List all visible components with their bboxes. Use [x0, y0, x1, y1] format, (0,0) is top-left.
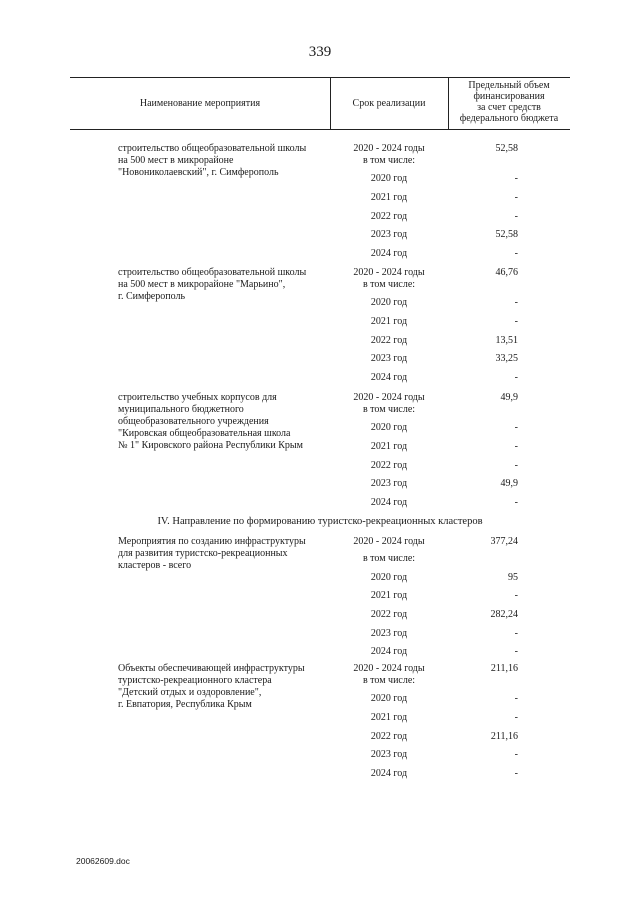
funding-value-cell: - — [514, 422, 518, 433]
funding-value-cell: 33,25 — [495, 353, 518, 364]
period-cell: 2020 год — [370, 693, 408, 704]
funding-value-cell: 211,16 — [490, 731, 518, 742]
measure-name-line: кластеров - всего — [118, 560, 192, 571]
page-number: 339 — [308, 44, 332, 60]
funding-value-cell: - — [514, 590, 518, 601]
period-cell: 2023 год — [370, 478, 408, 489]
period-cell: 2021 год — [370, 712, 408, 723]
header-funding-column — [448, 80, 570, 124]
section-heading: IV. Направление по формированию туристско-рекреационных кластеров — [157, 516, 483, 527]
funding-value-cell: - — [514, 749, 518, 760]
funding-value-cell: - — [514, 768, 518, 779]
funding-value-cell: - — [514, 628, 518, 639]
period-cell: 2021 год — [370, 441, 408, 452]
period-cell: 2022 год — [370, 460, 408, 471]
measure-name-line: г. Симферополь — [118, 291, 186, 302]
period-cell: 2022 год — [370, 335, 408, 346]
period-cell: 2024 год — [370, 646, 408, 657]
period-cell: 2024 год — [370, 497, 408, 508]
period-cell: 2020 - 2024 годы — [353, 392, 425, 403]
period-cell: 2020 год — [370, 297, 408, 308]
period-cell: 2023 год — [370, 353, 408, 364]
period-cell: 2023 год — [370, 628, 408, 639]
funding-value-cell: 282,24 — [490, 609, 518, 620]
period-cell: в том числе: — [362, 404, 416, 415]
funding-value-cell: - — [514, 211, 518, 222]
period-cell: 2022 год — [370, 609, 408, 620]
funding-value-cell: 49,9 — [500, 392, 518, 403]
period-cell: 2020 - 2024 годы — [353, 536, 425, 547]
period-cell: 2020 год — [370, 422, 408, 433]
header-funding-line: Предельный объем — [468, 80, 550, 91]
funding-value-cell: - — [514, 372, 518, 383]
measure-name-line: "Детский отдых и оздоровление", — [118, 687, 262, 698]
period-cell: 2024 год — [370, 768, 408, 779]
period-cell: 2024 год — [370, 248, 408, 259]
measure-name-line: туристско-рекреационного кластера — [118, 675, 272, 686]
funding-value-cell: - — [514, 173, 518, 184]
measure-name-line: Объекты обеспечивающей инфраструктуры — [118, 663, 305, 674]
measure-name-line: "Кировская общеобразовательная школа — [118, 428, 291, 439]
period-cell: в том числе: — [362, 675, 416, 686]
funding-value-cell: 95 — [508, 572, 518, 583]
header-period-column: Срок реализации — [352, 98, 426, 109]
measure-name-line: на 500 мест в микрорайоне — [118, 155, 234, 166]
measure-name-line: на 500 мест в микрорайоне "Марьино", — [118, 279, 286, 290]
funding-value-cell: - — [514, 441, 518, 452]
period-cell: 2024 год — [370, 372, 408, 383]
measure-name-line: для развития туристско-рекреационных — [118, 548, 288, 559]
header-name-column: Наименование мероприятия — [139, 98, 261, 109]
funding-value-cell: 46,76 — [495, 267, 518, 278]
measure-name-line: строительство общеобразовательной школы — [118, 267, 307, 278]
period-cell: в том числе: — [362, 279, 416, 290]
period-cell: 2021 год — [370, 590, 408, 601]
funding-value-cell: - — [514, 497, 518, 508]
funding-value-cell: - — [514, 248, 518, 259]
measure-name-line: Мероприятия по созданию инфраструктуры — [118, 536, 306, 547]
measure-name-line: г. Евпатория, Республика Крым — [118, 699, 252, 710]
funding-value-cell: 52,58 — [495, 143, 518, 154]
measure-name-line: строительство общеобразовательной школы — [118, 143, 307, 154]
funding-value-cell: 211,16 — [490, 663, 518, 674]
funding-value-cell: - — [514, 192, 518, 203]
table-top-border — [70, 77, 570, 78]
period-cell: в том числе: — [362, 155, 416, 166]
measure-name-line: общеобразовательного учреждения — [118, 416, 269, 427]
funding-value-cell: - — [514, 316, 518, 327]
funding-value-cell: - — [514, 712, 518, 723]
period-cell: 2020 - 2024 годы — [353, 143, 425, 154]
funding-value-cell: 13,51 — [495, 335, 518, 346]
period-cell: 2020 год — [370, 173, 408, 184]
funding-value-cell: 49,9 — [500, 478, 518, 489]
period-cell: 2023 год — [370, 229, 408, 240]
footer-filename: 20062609.doc — [76, 856, 130, 866]
period-cell: 2021 год — [370, 316, 408, 327]
funding-value-cell: - — [514, 693, 518, 704]
funding-value-cell: - — [514, 460, 518, 471]
funding-value-cell: - — [514, 297, 518, 308]
table-header-bottom-border — [70, 129, 570, 130]
funding-value-cell: 377,24 — [490, 536, 518, 547]
period-cell: 2020 - 2024 годы — [353, 663, 425, 674]
period-cell: 2020 - 2024 годы — [353, 267, 425, 278]
period-cell: 2022 год — [370, 731, 408, 742]
measure-name-line: муниципального бюджетного — [118, 404, 244, 415]
header-funding-line: за счет средств — [477, 102, 541, 113]
funding-value-cell: 52,58 — [495, 229, 518, 240]
period-cell: 2021 год — [370, 192, 408, 203]
header-funding-line: финансирования — [473, 91, 545, 102]
measure-name-line: № 1" Кировского района Республики Крым — [118, 440, 303, 451]
period-cell: 2022 год — [370, 211, 408, 222]
funding-value-cell: - — [514, 646, 518, 657]
period-cell: в том числе: — [362, 553, 416, 564]
period-cell: 2020 год — [370, 572, 408, 583]
measure-name-line: строительство учебных корпусов для — [118, 392, 277, 403]
period-cell: 2023 год — [370, 749, 408, 760]
header-funding-line: федерального бюджета — [459, 113, 559, 124]
measure-name-line: "Новониколаевский", г. Симферополь — [118, 167, 279, 178]
